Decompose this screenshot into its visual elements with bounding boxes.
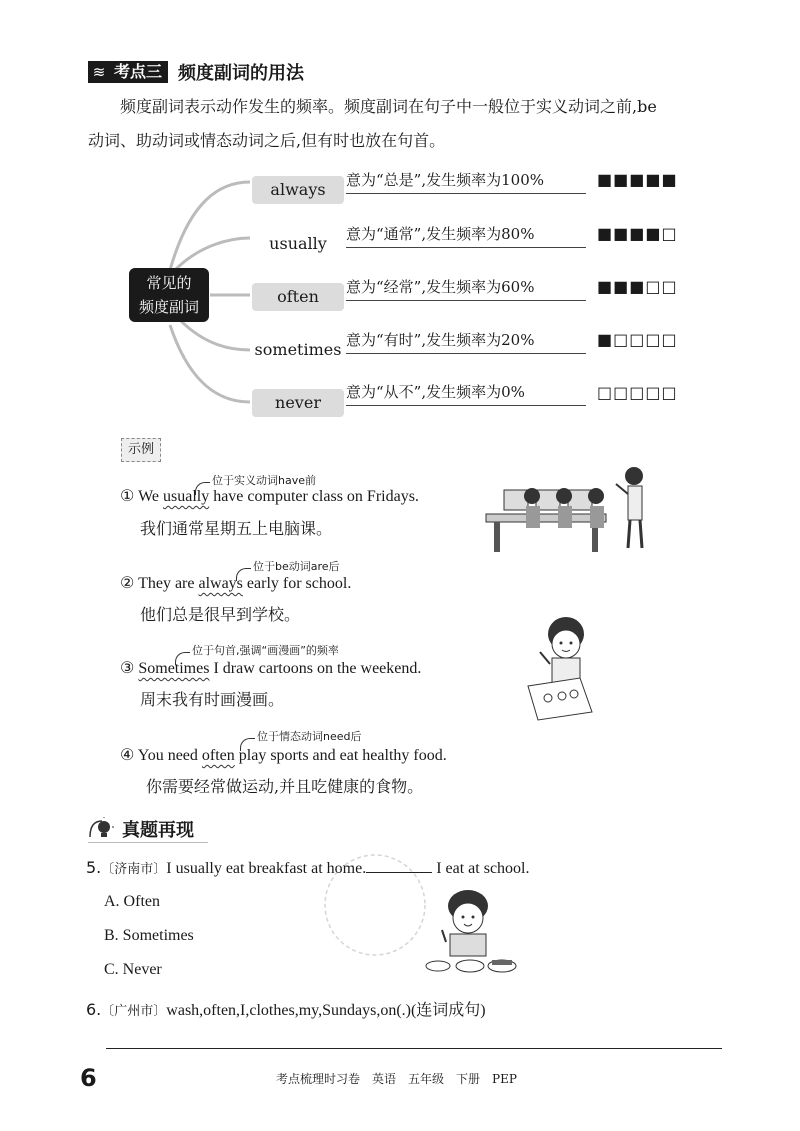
example-sentence	[120, 658, 421, 678]
frequency-squares-often: ■■■□□	[597, 277, 678, 296]
boy-drawing-illustration	[522, 612, 604, 722]
question-text: I usually eat breakfast at home.	[166, 860, 367, 877]
example-number: ②	[120, 575, 135, 592]
adverb-highlight: often	[201, 747, 235, 764]
footer-divider	[106, 1048, 722, 1049]
lightbulb-icon	[88, 817, 114, 841]
frequency-squares-usually: ■■■■□	[597, 224, 678, 243]
adverb-highlight: always	[198, 575, 243, 592]
example-note: 位于句首,强调“画漫画”的频率	[192, 644, 339, 657]
example-number: ①	[120, 488, 135, 505]
option-c[interactable]: C. Never	[104, 961, 162, 978]
real-exam-header	[88, 816, 194, 842]
intro-paragraph	[88, 90, 728, 158]
example-translation: 我们通常星期五上电脑课。	[140, 519, 333, 538]
mindmap-desc-always: 意为“总是”,发生频率为100%	[346, 171, 544, 189]
mindmap-center-line1: 常见的	[146, 274, 192, 292]
intro-line-1: 频度副词表示动作发生的频率。频度副词在句子中一般位于实义动词之前,be	[120, 97, 657, 116]
adverb-highlight: usually	[162, 488, 210, 505]
sentence-part: We	[138, 488, 163, 505]
sentence-part: play sports and eat healthy food.	[234, 747, 447, 764]
frequency-squares-sometimes: ■□□□□	[597, 330, 678, 349]
question-number: 6.	[86, 1000, 102, 1019]
wave-icon: ≋	[88, 61, 110, 83]
page-number: 6	[80, 1064, 97, 1092]
question-text: wash,often,I,clothes,my,Sundays,on(.)(连词成句)	[166, 1002, 486, 1019]
divider	[88, 842, 208, 843]
example-note: 位于实义动词have前	[212, 474, 316, 487]
example-note: 位于be动词are后	[253, 560, 340, 573]
mindmap-word-never: never	[252, 389, 344, 417]
mindmap-word-usually: usually	[269, 234, 327, 253]
mindmap-word-always: always	[252, 176, 344, 204]
mindmap-underline	[346, 405, 586, 406]
question-source: 〔广州市〕	[101, 1004, 167, 1019]
boy-eating-illustration	[420, 884, 524, 980]
real-exam-title: 真题再现	[122, 820, 194, 841]
example-tag: 示例	[121, 438, 161, 462]
section-header	[88, 58, 304, 86]
example-translation: 你需要经常做运动,并且吃健康的食物。	[146, 777, 424, 796]
mindmap-underline	[346, 193, 586, 194]
mindmap-desc-never: 意为“从不”,发生频率为0%	[346, 383, 525, 401]
mindmap-center	[129, 268, 209, 322]
mindmap-underline	[346, 353, 586, 354]
example-number: ③	[120, 660, 135, 677]
question-number: 5.	[86, 858, 102, 877]
mindmap-desc-usually: 意为“通常”,发生频率为80%	[346, 225, 535, 243]
computer-class-illustration	[484, 462, 654, 556]
adverb-highlight: Sometimes	[138, 660, 210, 677]
sentence-part: early for school.	[242, 575, 352, 592]
option-a[interactable]: A. Often	[104, 893, 160, 910]
example-sentence	[120, 573, 351, 593]
intro-line-2: 动词、助动词或情态动词之后,但有时也放在句首。	[88, 131, 446, 150]
mindmap-center-line2: 频度副词	[138, 298, 199, 316]
example-number: ④	[120, 747, 135, 764]
frequency-squares-never: □□□□□	[597, 383, 678, 402]
sentence-part: I draw cartoons on the weekend.	[209, 660, 422, 677]
example-translation: 他们总是很早到学校。	[140, 605, 301, 624]
question-source: 〔济南市〕	[101, 862, 167, 877]
question-text: I eat at school.	[436, 860, 530, 877]
mindmap-desc-often: 意为“经常”,发生频率为60%	[346, 278, 535, 296]
sentence-part: have computer class on Fridays.	[209, 488, 419, 505]
footer-text: 考点梳理时习卷 英语 五年级 下册 PEP	[276, 1072, 517, 1086]
section-title: 频度副词的用法	[178, 63, 305, 84]
mindmap-word-sometimes: sometimes	[254, 340, 342, 359]
sentence-part: They are	[138, 575, 199, 592]
mindmap-desc-sometimes: 意为“有时”,发生频率为20%	[346, 331, 535, 349]
example-sentence	[120, 745, 447, 765]
example-note: 位于情态动词need后	[257, 730, 362, 743]
section-tag: 考点三	[110, 61, 168, 83]
frequency-squares-always: ■■■■■	[597, 170, 678, 189]
mindmap-underline	[346, 300, 586, 301]
mindmap-word-often: often	[252, 283, 344, 311]
mindmap-underline	[346, 247, 586, 248]
example-translation: 周末我有时画漫画。	[140, 690, 285, 709]
example-sentence	[120, 486, 419, 506]
option-b[interactable]: B. Sometimes	[104, 927, 194, 944]
sentence-part: You need	[137, 747, 202, 764]
question-6	[86, 997, 486, 1020]
